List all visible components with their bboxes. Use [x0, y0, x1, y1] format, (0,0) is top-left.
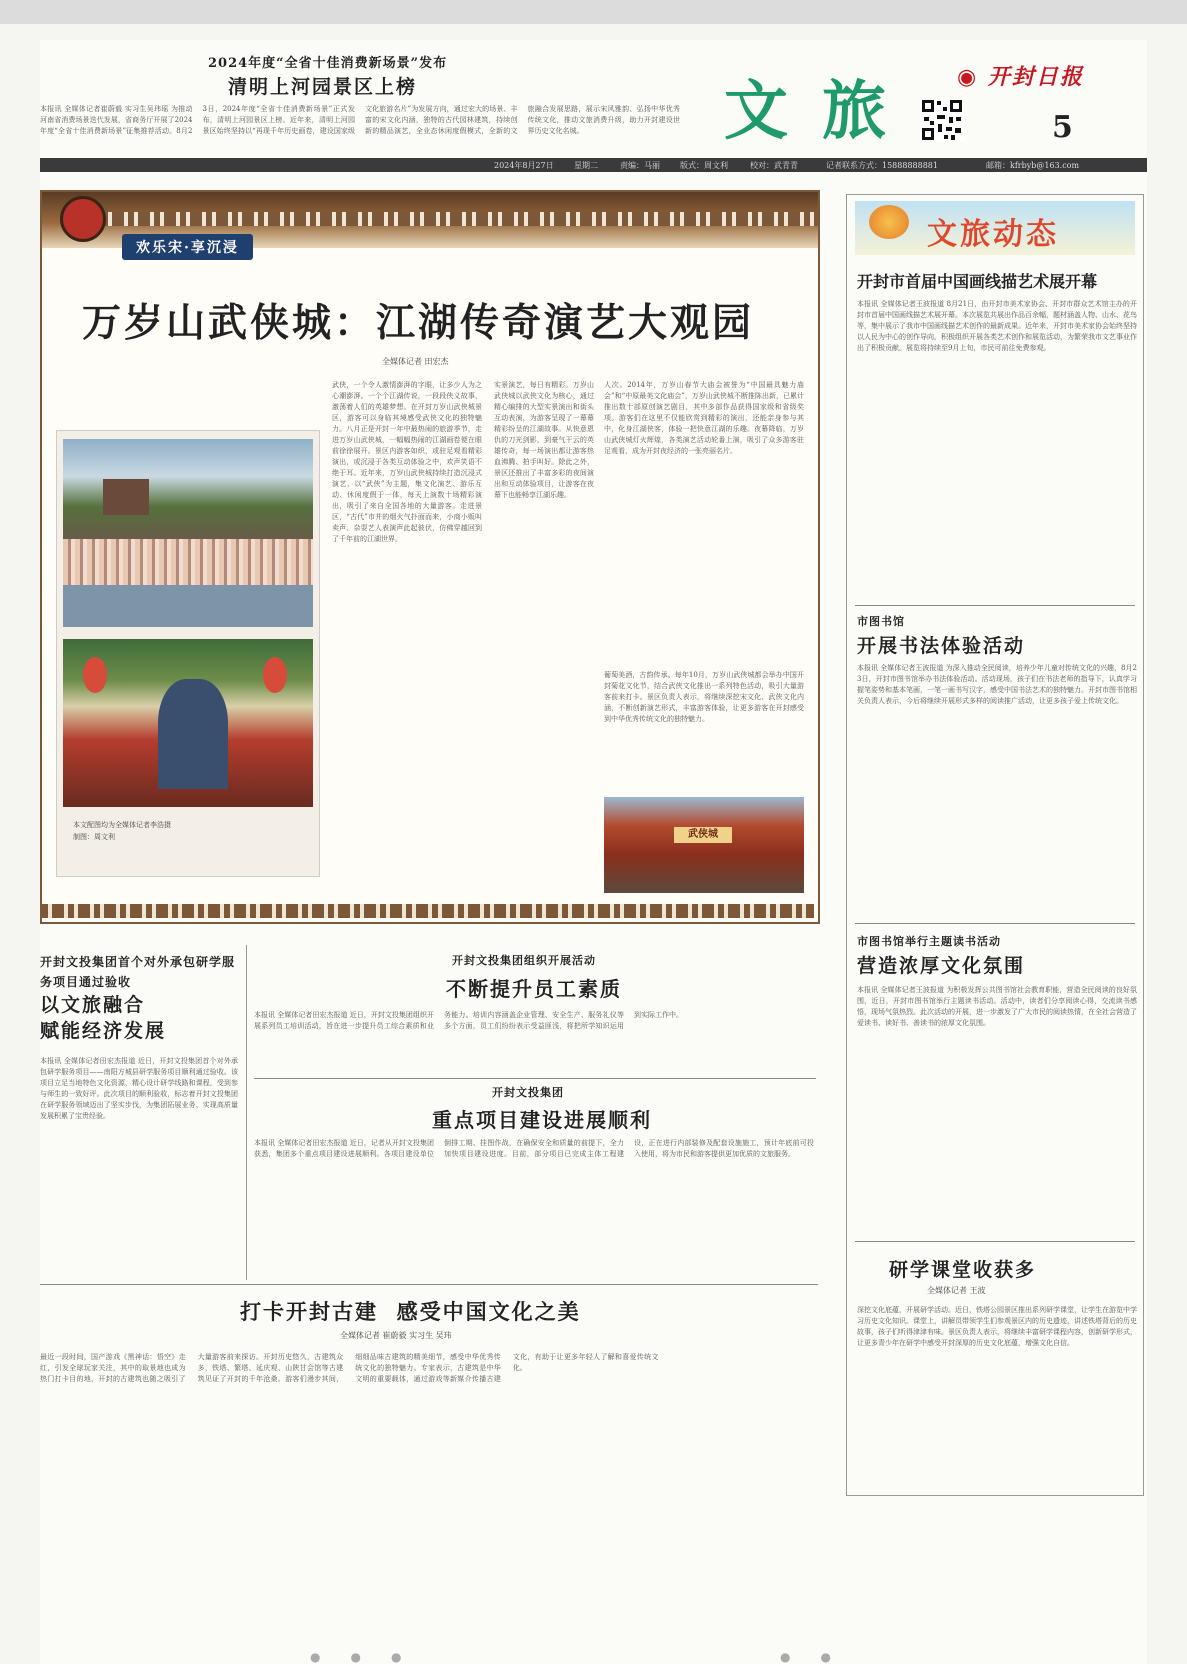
red-lantern-shape: [263, 657, 287, 693]
feature-photo-caption: 本文配图均为全媒体记者李浩摄 制图：周文利: [73, 821, 171, 841]
feature-column-4: 葡萄美酒，古韵传承。每年10月，万岁山武侠城都会举办中国开封菊花文化节，结合武侠文化推出一系列特色活动，吸引大量游客前来打卡。景区负责人表示，将继续深挖宋文化、武侠文化内涵，不断创新演艺形式，丰富游客体验，让更多游客在开封感受到中华优秀传统文化的独特魅力。: [604, 671, 804, 723]
feature-photo-gate: [604, 797, 804, 893]
lead-top-subtitle: 2024年度“全省十佳消费新场景”发布: [208, 56, 448, 71]
sidebar-item1-body: 本报讯 全媒体记者王波报道 8月21日，由开封市美术家协会、开封市群众艺术馆主办的开封市首届中国画线描艺术展开幕。本次展览共展出作品百余幅，题材涵盖人物、山水、花鸟等，集中展示了我市中国画线描艺术创作的最新成果。近年来，开封市美术家协会始终坚持以人民为中心的创作导向，积极组织开展各类艺术创作和展览活动，为繁荣我市文艺事业作出了积极贡献。展览将持续至9月上旬，市民可前往免费参观。: [857, 300, 1137, 352]
page-number: 5: [1052, 110, 1073, 145]
story-d-byline: 全媒体记者 崔蔚毅 实习生 吴玮: [340, 1331, 452, 1340]
story-c-body: 本报讯 全媒体记者田宏杰报道 近日，记者从开封文投集团获悉，集团多个重点项目建设进展顺利。各项目建设单位倒排工期、挂图作战，在确保安全和质量的前提下，全力加快项目建设进度。目前，部分项目已完成主体工程建设，正在进行内部装修及配套设施施工，预计年底前可投入使用，将为市民和游客提供更加优质的文旅服务。: [254, 1139, 814, 1158]
sidebar-item3-kicker: 市图书馆举行主题读书活动: [857, 935, 1001, 948]
red-lantern-shape: [83, 657, 107, 693]
story-a-body: 本报讯 全媒体记者田宏杰报道 近日，开封文投集团首个对外承包研学服务项目——南阳方城县研学服务项目顺利通过验收。该项目立足当地特色文化资源，精心设计研学线路和课程，受到参与师生的一致好评。此次项目的顺利验收，标志着开封文投集团在研学服务领域迈出了坚实步伐，为集团拓展业务、实现高质量发展积累了宝贵经验。: [40, 1057, 238, 1120]
performer-shape: [158, 679, 228, 789]
feature-bottom-pattern: [42, 904, 814, 918]
newspaper-page: [40, 40, 1147, 1664]
sidebar-item3-body: 本报讯 全媒体记者王波报道 为积极发挥公共图书馆社会教育职能，营造全民阅读的良好氛围，近日，开封市图书馆举行主题读书活动。活动中，读者们分享阅读心得，交流读书感悟，现场气氛热烈。此次活动的开展，进一步激发了广大市民的阅读热情，在全社会营造了爱读书、读好书、善读书的浓厚文化氛围。: [857, 986, 1137, 1027]
story-b-kicker: 开封文投集团组织开展活动: [452, 954, 596, 967]
newspaper-name: ◉ 开封日报: [957, 64, 1084, 90]
gate-sign: 武侠城: [674, 827, 732, 843]
sidebar-item4-byline: 全媒体记者 王波: [927, 1286, 986, 1295]
feature-banner: 欢乐宋·享沉浸: [122, 234, 253, 260]
sidebar-item1-title: 开封市首届中国画线描艺术展开幕: [857, 272, 1098, 291]
browser-top-strip: [0, 0, 1187, 24]
page-dots: ●●●: [310, 1650, 432, 1664]
sidebar-item2-title: 开展书法体验活动: [857, 635, 1026, 657]
feature-photo-panel: [56, 430, 320, 877]
info-bar: 2024年8月27日 星期二 责编：马丽 版式：周文利 校对：武青青 记者联系方式：15888888881 邮箱：kfrbyb@163.com: [40, 158, 1147, 172]
feature-photo-crowd: [63, 439, 313, 627]
feature-byline: 全媒体记者 田宏杰: [382, 357, 449, 366]
qr-code-icon: [920, 98, 964, 142]
feature-frame: [40, 190, 820, 924]
section-title: 文旅: [724, 74, 920, 149]
lead-top-body: 本报讯 全媒体记者崔蔚毅 实习生吴玮瑶 为推动河南省消费场景迭代发展，省商务厅开展了2024年度“全省十佳消费新场景”征集推荐活动。8月23日，2024年度“全省十佳消费新场景”正式发布，清明上河园景区上榜。近年来，清明上河园景区始终坚持以“再现千年历史画卷，建设国家级文化旅游名片”为发展方向，通过宏大的场景、丰富的宋文化内涵，独特的古代园林建筑，持续创新的精品演艺，全业态休闲度假模式，全新的文旅融合发展思路，展示宋风雅韵、弘扬中华优秀传统文化，推动文旅消费升级，助力开封建设世界历史文化名城。: [40, 105, 680, 135]
hot-air-balloon-icon: [869, 205, 909, 239]
story-a-title: 以文旅融合 赋能经济发展: [40, 994, 167, 1042]
story-d-title: 打卡开封古建 感受中国文化之美: [240, 1299, 581, 1324]
feature-photo-performance: [63, 639, 313, 807]
story-c-kicker: 开封文投集团: [492, 1086, 564, 1099]
page-dots: ●●: [780, 1650, 861, 1664]
sidebar-item2-body: 本报讯 全媒体记者王波报道 为深入推动全民阅读，培养少年儿童对传统文化的兴趣，8月23日，开封市图书馆举办书法体验活动。活动现场，孩子们在书法老师的指导下，认真学习握笔姿势和基本笔画，一笔一画书写汉字，感受中国书法艺术的独特魅力。开封市图书馆相关负责人表示，今后将继续开展形式多样的阅读推广活动，让更多孩子爱上传统文化。: [857, 664, 1137, 705]
crowd-shape: [63, 539, 313, 585]
feature-title: 万岁山武侠城：江湖传奇演艺大观园: [82, 300, 755, 346]
sidebar: [846, 194, 1144, 1496]
newspaper-logo-icon: ◉: [957, 64, 979, 90]
sidebar-item4-title: 研学课堂收获多: [889, 1259, 1037, 1281]
sidebar-item4-body: 深挖文化底蕴，开展研学活动。近日，铁塔公园景区推出系列研学课堂，让学生在游览中学习历史文化知识。课堂上，讲解员带领学生们参观景区内的历史遗迹，讲述铁塔背后的历史故事，孩子们听得津津有味。景区负责人表示，将继续丰富研学课程内容，创新研学形式，让更多青少年在研学中感受开封深厚的历史文化底蕴，增强文化自信。: [857, 1306, 1137, 1347]
lead-top-title: 清明上河园景区上榜: [228, 76, 418, 98]
sidebar-item2-kicker: 市图书馆: [857, 615, 905, 628]
sidebar-header: [855, 201, 1135, 255]
sidebar-item3-title: 营造浓厚文化氛围: [857, 955, 1026, 977]
story-d-body: 最近一段时间，国产游戏《黑神话：悟空》走红，引发全球玩家关注，其中的取景地也成为热门打卡目的地，开封的古建筑也随之吸引了大量游客前来探访。开封历史悠久，古建筑众多，铁塔、繁塔、延庆观、山陕甘会馆等古建筑见证了开封的千年沧桑。游客们漫步其间，细细品味古建筑的精美细节，感受中华优秀传统文化的独特魅力。专家表示，古建筑是中华文明的重要载体，通过游戏等新媒介传播古建文化，有助于让更多年轻人了解和喜爱传统文化。: [40, 1353, 659, 1383]
feature-column-3: 人次。2014年，万岁山春节大庙会被誉为“中国最具魅力庙会”和“中原最美文化庙会”，万岁山武侠城不断推陈出新，已累计推出数十部原创演艺剧目，其中多部作品获得国家级和省级奖项。游客们在这里不仅能欣赏到精彩的演出，还能亲身参与其中，化身江湖侠客，体验一把快意江湖的乐趣。夜幕降临，万岁山武侠城灯火辉煌，各类演艺活动轮番上演，吸引了众多游客驻足观看，成为开封夜经济的一张亮丽名片。: [604, 381, 804, 455]
feature-column-2: 实景演艺，每日有精彩。万岁山武侠城以武侠文化为核心，通过精心编排的大型实景演出和街头互动表演，为游客呈现了一幕幕精彩纷呈的江湖故事。从快意恩仇的刀光剑影，到豪气干云的英雄传奇，每一场演出都让游客热血沸腾、拍手叫好。除此之外，景区还推出了丰富多彩的夜间演出和互动体验项目，让游客在夜幕下也能畅享江湖乐趣。: [494, 381, 594, 499]
feature-top-pattern: [102, 212, 818, 226]
story-a-kicker: 开封文投集团首个对外承包研学服务项目通过验收: [40, 955, 236, 989]
feature-column-1: 武侠，一个令人激情澎湃的字眼，让多少人为之心潮澎湃。一个个江湖传说，一段段侠义故事，激荡着人们的英雄梦想。在开封万岁山武侠城景区，游客可以身临其境感受武侠文化的独特魅力。八月正是开封一年中最热闹的旅游季节，走进万岁山武侠城，一幅幅热闹的江湖画卷便在眼前徐徐展开。景区内游客如织，或驻足观看精彩演出，或沉浸于各类互动体验之中，欢声笑语不绝于耳。近年来，万岁山武侠城持续打造沉浸式演艺，以“武侠”为主题，集文化演艺、游乐互动、休闲度假于一体，每天上演数十场精彩演出，吸引了来自全国各地的大量游客。走进景区，“古代”市井的烟火气扑面而来，小商小贩叫卖声、杂耍艺人表演声此起彼伏，仿佛穿越回到了千年前的江湖世界。: [332, 381, 482, 543]
story-c-title: 重点项目建设进展顺利: [432, 1108, 652, 1132]
story-b-body: 本报讯 全媒体记者田宏杰报道 近日，开封文投集团组织开展系列员工培训活动，旨在进一步提升员工综合素质和业务能力。培训内容涵盖企业管理、安全生产、服务礼仪等多个方面，员工们纷纷表示受益匪浅，将把所学知识运用到实际工作中。: [254, 1011, 683, 1030]
sidebar-header-title: 文旅动态: [927, 217, 1059, 252]
story-b-title: 不断提升员工素质: [446, 977, 622, 1001]
lantern-icon: [60, 196, 106, 242]
pavilion-roof: [103, 479, 149, 515]
water-shape: [63, 585, 313, 627]
